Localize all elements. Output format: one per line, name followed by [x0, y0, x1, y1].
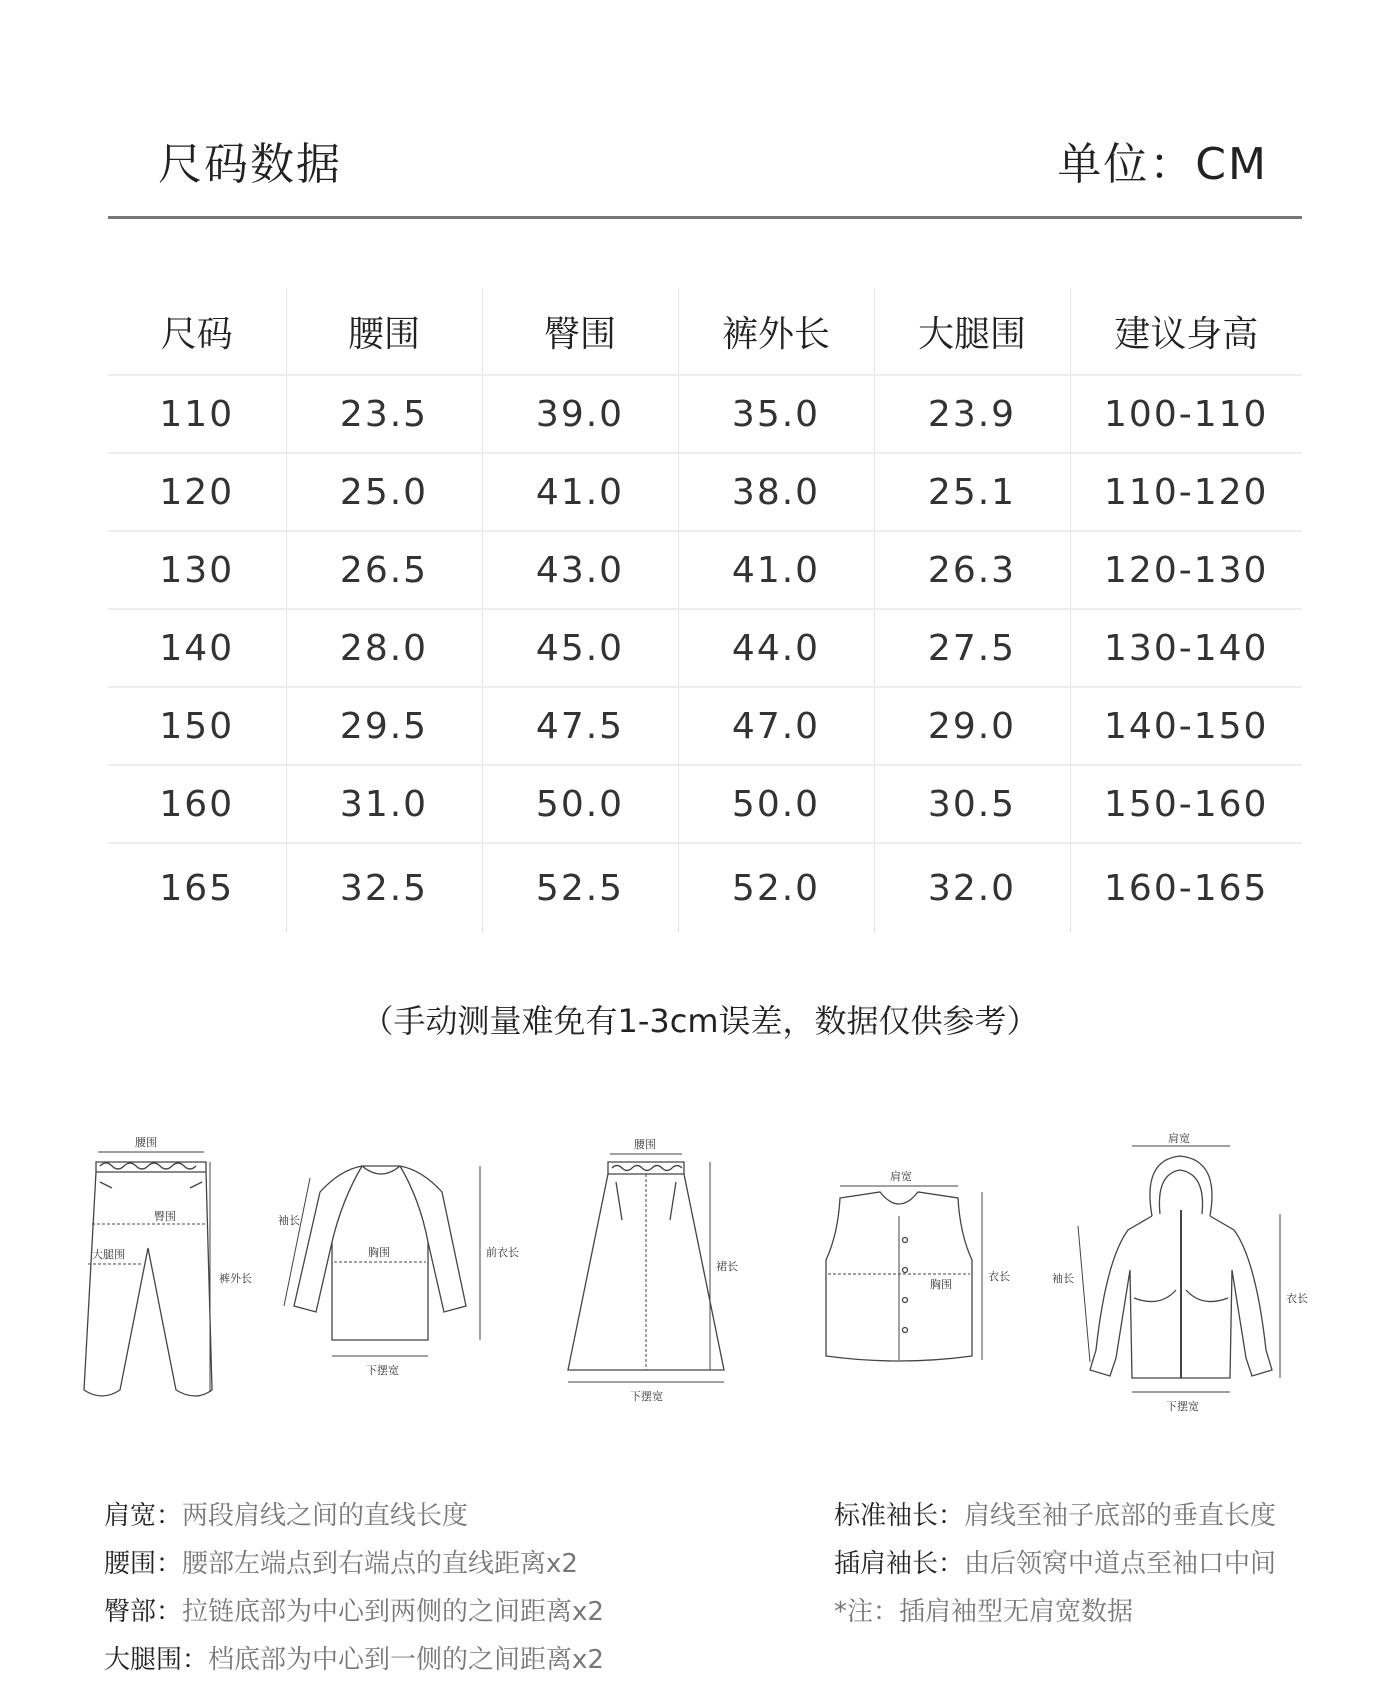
table-cell: 140 [108, 609, 286, 687]
table-cell: 28.0 [286, 609, 482, 687]
legend-item [104, 1492, 604, 1540]
table-cell: 160-165 [1070, 843, 1302, 932]
table-cell: 150 [108, 687, 286, 765]
table-cell: 130 [108, 531, 286, 609]
legend-desc: 两段肩线之间的直线长度 [182, 1501, 469, 1531]
garment-diagrams [70, 1130, 1340, 1430]
legend-term: 肩宽： [104, 1501, 183, 1531]
table-cell: 50.0 [482, 765, 678, 843]
table-cell: 32.0 [874, 843, 1070, 932]
table-cell: 41.0 [482, 453, 678, 531]
pants-hip-label: 臀围 [154, 1210, 176, 1223]
measurement-note: （手动测量难免有1-3cm误差，数据仅供参考） [361, 1002, 1039, 1040]
table-row [108, 765, 1302, 843]
jacket-shoulder-label: 肩宽 [1168, 1132, 1190, 1145]
table-cell: 120 [108, 453, 286, 531]
pants-thigh-label: 大腿围 [92, 1248, 125, 1261]
table-row [108, 531, 1302, 609]
table-cell: 130-140 [1070, 609, 1302, 687]
pants-outseam-label: 裤外长 [219, 1272, 252, 1285]
table-cell: 25.1 [874, 453, 1070, 531]
legend-left [104, 1492, 604, 1684]
table-row [108, 453, 1302, 531]
vest-length-label: 衣长 [988, 1270, 1010, 1283]
legend-right [834, 1492, 1276, 1636]
legend-term: 腰围： [104, 1549, 183, 1579]
column-header: 裤外长 [678, 288, 874, 375]
table-cell: 43.0 [482, 531, 678, 609]
page-title: 尺码数据 [158, 139, 342, 190]
sweater-chest-label: 胸围 [368, 1246, 390, 1259]
legend-term: 插肩袖长： [834, 1549, 965, 1579]
table-header-row [108, 288, 1302, 375]
size-table [108, 288, 1302, 932]
legend-desc: 拉链底部为中心到两侧的之间距离x2 [182, 1597, 604, 1627]
sweater-diagram [270, 1130, 520, 1434]
table-cell: 150-160 [1070, 765, 1302, 843]
table-cell: 165 [108, 843, 286, 932]
table-cell: 29.5 [286, 687, 482, 765]
table-cell: 52.0 [678, 843, 874, 932]
table-row [108, 609, 1302, 687]
table-cell: 26.5 [286, 531, 482, 609]
legend-desc: 档底部为中心到一侧的之间距离x2 [208, 1645, 604, 1675]
table-cell: 41.0 [678, 531, 874, 609]
column-header: 大腿围 [874, 288, 1070, 375]
table-cell: 25.0 [286, 453, 482, 531]
table-cell: 45.0 [482, 609, 678, 687]
table-cell: 47.5 [482, 687, 678, 765]
column-header: 尺码 [160, 313, 233, 355]
table-row [108, 375, 1302, 453]
legend-item [834, 1492, 1276, 1540]
table-cell: 140-150 [1070, 687, 1302, 765]
header-divider [108, 216, 1302, 219]
sweater-sleeve-label: 袖长 [278, 1214, 300, 1227]
table-cell: 32.5 [286, 843, 482, 932]
table-cell: 44.0 [678, 609, 874, 687]
column-header: 臀围 [482, 288, 678, 375]
column-header: 建议身高 [1070, 288, 1302, 375]
jacket-hem-label: 下摆宽 [1166, 1400, 1199, 1413]
vest-shoulder-label: 肩宽 [890, 1170, 912, 1183]
table-cell: 47.0 [678, 687, 874, 765]
jacket-diagram [1050, 1130, 1320, 1434]
legend-item [834, 1588, 1276, 1636]
legend-item [104, 1588, 604, 1636]
jacket-sleeve-label: 袖长 [1052, 1272, 1074, 1285]
table-cell: 39.0 [482, 375, 678, 453]
skirt-waist-label: 腰围 [634, 1138, 656, 1151]
table-cell: 30.5 [874, 765, 1070, 843]
table-row [108, 687, 1302, 765]
table-cell: 27.5 [874, 609, 1070, 687]
table-cell: 110 [108, 375, 286, 453]
table-cell: 23.5 [286, 375, 482, 453]
table-cell: 35.0 [678, 375, 874, 453]
legend-desc: 腰部左端点到右端点的直线距离x2 [182, 1549, 578, 1579]
table-cell: 50.0 [678, 765, 874, 843]
skirt-diagram [550, 1130, 780, 1434]
skirt-hem-label: 下摆宽 [630, 1390, 663, 1403]
pants-waist-label: 腰围 [135, 1136, 157, 1149]
table-cell: 31.0 [286, 765, 482, 843]
legend-desc: *注：插肩袖型无肩宽数据 [834, 1597, 1134, 1627]
jacket-length-label: 衣长 [1286, 1292, 1308, 1305]
table-cell: 26.3 [874, 531, 1070, 609]
column-header: 腰围 [286, 288, 482, 375]
table-cell: 23.9 [874, 375, 1070, 453]
table-cell: 120-130 [1070, 531, 1302, 609]
legend-term: 标准袖长： [834, 1501, 965, 1531]
table-cell: 160 [108, 765, 286, 843]
table-cell: 38.0 [678, 453, 874, 531]
unit-label: 单位：CM [1057, 139, 1268, 190]
legend-item [834, 1540, 1276, 1588]
pants-diagram [70, 1130, 270, 1434]
legend-desc: 由后领窝中道点至袖口中间 [964, 1549, 1277, 1579]
legend-item [104, 1540, 604, 1588]
table-cell: 52.5 [482, 843, 678, 932]
sweater-front-length-label: 前衣长 [486, 1246, 519, 1259]
skirt-length-label: 裙长 [716, 1260, 738, 1273]
legend-term: 臀部： [104, 1597, 183, 1627]
sweater-hem-label: 下摆宽 [366, 1364, 399, 1377]
table-cell: 29.0 [874, 687, 1070, 765]
legend-term: 大腿围： [104, 1645, 209, 1675]
vest-diagram [810, 1130, 1030, 1434]
table-cell: 110-120 [1070, 453, 1302, 531]
legend-desc: 肩线至袖子底部的垂直长度 [964, 1501, 1277, 1531]
table-row [108, 843, 1302, 932]
table-cell: 100-110 [1070, 375, 1302, 453]
legend-item [104, 1636, 604, 1684]
vest-chest-label: 胸围 [930, 1278, 952, 1291]
